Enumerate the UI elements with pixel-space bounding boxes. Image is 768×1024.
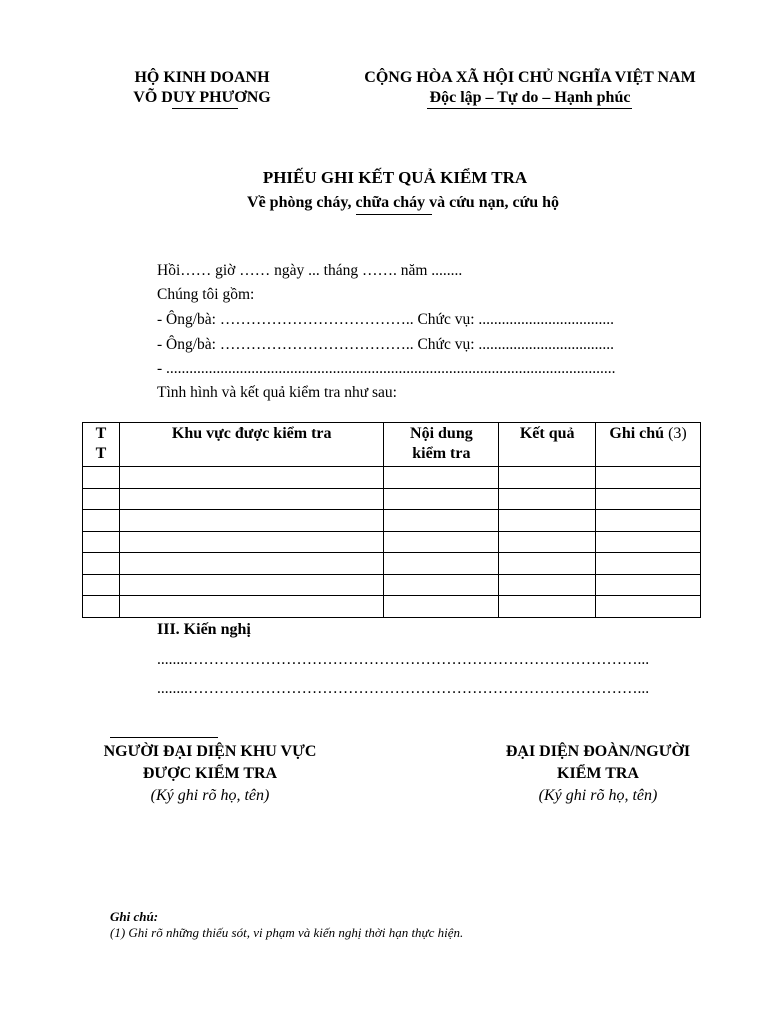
table-cell[interactable] <box>596 467 701 489</box>
business-owner-name: VÕ DUY PHƯƠNG <box>133 89 271 106</box>
col-header-area: Khu vực được kiểm tra <box>119 423 384 467</box>
col-header-note <box>596 423 701 467</box>
business-name-block <box>102 68 302 108</box>
table-cell[interactable] <box>384 510 499 532</box>
col-header-content-line1: Nội dung <box>410 425 473 442</box>
table-cell[interactable] <box>499 531 596 553</box>
table-cell[interactable] <box>596 510 701 532</box>
national-motto: Độc lập – Tự do – Hạnh phúc <box>429 89 631 106</box>
document-title: PHIẾU GHI KẾT QUẢ KIỂM TRA <box>262 168 528 187</box>
table-cell[interactable] <box>119 553 384 575</box>
table-cell[interactable] <box>596 488 701 510</box>
col-header-result: Kết quả <box>499 423 596 467</box>
inspection-time-line: Hồi…… giờ …… ngày ... tháng ……. năm ........ <box>157 262 463 279</box>
recommendation-line-1: ........……………………………………………………………………………... <box>157 651 650 668</box>
header-left-underline <box>172 108 238 109</box>
table-cell[interactable] <box>119 531 384 553</box>
table-cell[interactable] <box>499 574 596 596</box>
table-row <box>83 596 701 618</box>
recommendation-heading: III. Kiến nghị <box>157 621 251 638</box>
col-header-tt-line1: T <box>95 425 107 442</box>
table-row <box>83 553 701 575</box>
table-cell[interactable] <box>499 553 596 575</box>
country-name: CỘNG HÒA XÃ HỘI CHỦ NGHĨA VIỆT NAM <box>364 69 696 86</box>
signature-left-hint: (Ký ghi rõ họ, tên) <box>150 787 270 804</box>
table-cell[interactable] <box>119 488 384 510</box>
table-cell[interactable] <box>384 467 499 489</box>
table-cell[interactable] <box>384 553 499 575</box>
table-header-row <box>83 423 701 467</box>
table-cell[interactable] <box>119 596 384 618</box>
table-cell[interactable] <box>83 531 120 553</box>
col-header-tt-line2: T <box>95 445 107 462</box>
motto-underline <box>427 108 632 109</box>
table-cell[interactable] <box>499 467 596 489</box>
table-row <box>83 574 701 596</box>
table-cell[interactable] <box>83 596 120 618</box>
table-cell[interactable] <box>384 531 499 553</box>
table-cell[interactable] <box>83 488 120 510</box>
table-cell[interactable] <box>596 596 701 618</box>
signature-left-title-2: ĐƯỢC KIỂM TRA <box>142 765 278 782</box>
subtitle-underline <box>356 214 432 215</box>
col-header-content-line2: kiểm tra <box>412 445 471 462</box>
member-line-2: - Ông/bà: ……………………………….. Chức vụ: ................................... <box>157 336 615 353</box>
results-intro: Tình hình và kết quả kiểm tra như sau: <box>157 384 397 401</box>
signature-right-title-2: KIỂM TRA <box>557 765 639 782</box>
table-row <box>83 488 701 510</box>
national-header-block <box>346 68 714 108</box>
table-cell[interactable] <box>83 467 120 489</box>
members-intro: Chúng tôi gồm: <box>157 286 255 303</box>
member-line-1: - Ông/bà: ……………………………….. Chức vụ: ................................... <box>157 311 615 328</box>
table-cell[interactable] <box>83 510 120 532</box>
table-cell[interactable] <box>596 531 701 553</box>
table-cell[interactable] <box>119 574 384 596</box>
inspection-results-table <box>82 422 701 618</box>
signature-left-title-1: NGƯỜI ĐẠI DIỆN KHU VỰC <box>103 743 317 760</box>
table-cell[interactable] <box>596 553 701 575</box>
table-cell[interactable] <box>119 510 384 532</box>
table-cell[interactable] <box>384 574 499 596</box>
table-cell[interactable] <box>499 596 596 618</box>
signature-right-title-1: ĐẠI DIỆN ĐOÀN/NGƯỜI <box>505 743 691 760</box>
table-cell[interactable] <box>119 467 384 489</box>
business-type: HỘ KINH DOANH <box>134 69 270 86</box>
col-header-content <box>384 423 499 467</box>
footnote-text: (1) Ghi rõ những thiếu sót, vi phạm và kiến nghị thời hạn thực hiện. <box>110 925 464 940</box>
recommendation-line-2: ........……………………………………………………………………………... <box>157 680 650 697</box>
table-row <box>83 467 701 489</box>
table-cell[interactable] <box>83 574 120 596</box>
signature-separator <box>110 737 218 738</box>
signature-right-hint: (Ký ghi rõ họ, tên) <box>538 787 658 804</box>
table-cell[interactable] <box>384 488 499 510</box>
table-cell[interactable] <box>596 574 701 596</box>
col-header-tt <box>83 423 120 467</box>
col-header-note-label: Ghi chú <box>609 425 665 442</box>
col-header-note-ref: (3) <box>668 425 687 442</box>
table-cell[interactable] <box>499 488 596 510</box>
member-line-3: - .................................................................................................................... <box>157 360 616 377</box>
table-row <box>83 510 701 532</box>
table-cell[interactable] <box>499 510 596 532</box>
table-cell[interactable] <box>384 596 499 618</box>
document-subtitle: Về phòng cháy, chữa cháy và cứu nạn, cứu hộ <box>247 194 559 211</box>
signature-right-block <box>448 742 748 806</box>
table-cell[interactable] <box>83 553 120 575</box>
footnote-label: Ghi chú: <box>110 909 159 924</box>
signature-left-block <box>60 742 360 806</box>
table-row <box>83 531 701 553</box>
